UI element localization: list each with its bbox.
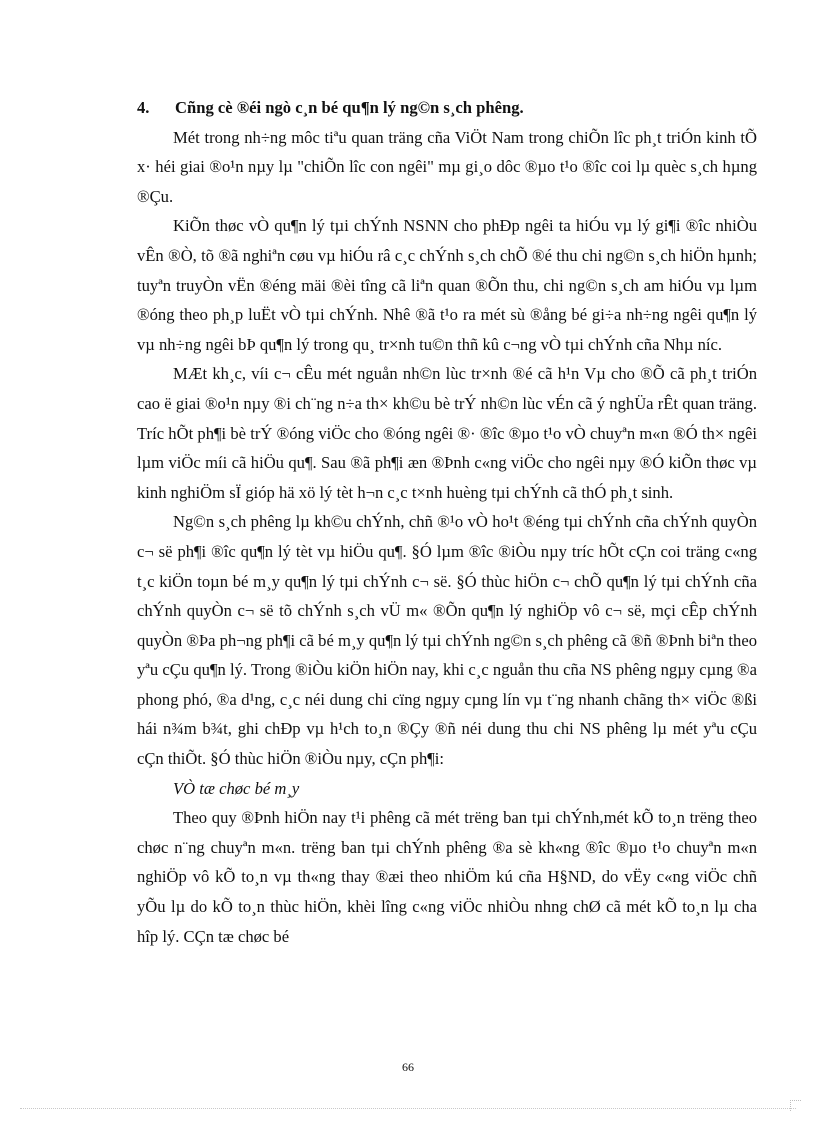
document-body	[137, 93, 757, 951]
page-number: 66	[402, 1060, 414, 1074]
paragraph-5: Theo quy ®Þnh hiÖn nay t¹i phêng cã mét trëng ban tµi chÝnh,mét kÕ to¸n trëng theo chøc n¨ng chuyªn m«n. trëng ban tµi chÝnh phêng ®a sè kh«ng ®îc ®µo t¹o chuyªn m«n nghiÖp vô kÕ to¸n vµ th«ng thay ®æi theo nhiÖm kú cña H§ND, do vËy c«ng viÖc chñ yÕu lµ do kÕ to¸n thùc hiÖn, khèi lîng c«ng viÖc nhiÒu nhng chØ cã mét kÕ to¸n lµ cha hîp lý. CÇn tæ chøc bé	[137, 808, 757, 946]
paragraph-4: Ng©n s¸ch phêng lµ kh©u chÝnh, chñ ®¹o vÒ ho¹t ®éng tµi chÝnh cña chÝnh quyÒn c¬ së ph¶i ®îc qu¶n lý tèt vµ hiÖu qu¶. §Ó lµm ®îc ®iÒu nµy tríc hÕt cÇn coi träng c«ng t¸c kiÖn toµn bé m¸y qu¶n lý tµi chÝnh c¬ së. §Ó thùc hiÖn c¬ chÕ qu¶n lý tµi chÝnh cña chÝnh quyÒn c¬ së tõ chÝnh s¸ch vÜ m« ®Õn qu¶n lý nghiÖp vô c¬ së, mçi cÊp chÝnh quyÒn ®Þa ph¬ng ph¶i cã bé m¸y qu¶n lý tµi chÝnh ng©n s¸ch phêng cã ®ñ ®Þnh biªn theo yªu cÇu qu¶n lý. Trong ®iÒu kiÖn hiÖn nay, khi c¸c nguån thu cña NS phêng ngµy cµng ®a phong phó, ®a d¹ng, c¸c néi dung chi cïng ngµy cµng lín vµ t¨ng nhanh chãng th× viÖc ®ßi hái n¾m b¾t, ghi chÐp vµ h¹ch to¸n ®Çy ®ñ néi dung thu chi NS phêng lµ mét yªu cÇu cÇn thiÕt. §Ó thùc hiÖn ®iÒu nµy, cÇn ph¶i:	[137, 512, 757, 769]
paragraph-3: MÆt kh¸c, víi c¬ cÊu mét nguån nh©n lùc tr×nh ®é cã h¹n Vµ cho ®Õ cã ph¸t triÓn cao ë giai ®o¹n nµy ®i ch¨ng n÷a th× kh©u bè trÝ nh©n lùc vÉn cã ý nghÜa rÊt quan träng. Tríc hÕt ph¶i bè trÝ ®óng viÖc cho ®óng ngêi ®· ®îc ®µo t¹o vÒ chuyªn m«n ®Ó th× ngêi lµm viÖc míi cã hiÖu qu¶. Sau ®ã ph¶i æn ®Þnh c«ng viÖc cho ngêi nµy ®Ó kiÕn thøc vµ kinh nghiÖm sÏ gióp hä xö lý tèt h¬n c¸c t×nh huèng tµi chÝnh cã thÓ ph¸t sinh.	[137, 364, 757, 502]
subheading: VÒ tæ chøc bé m¸y	[173, 778, 300, 798]
page-bottom-border	[20, 1108, 796, 1109]
section-heading	[137, 93, 757, 123]
paragraph-1: Mét trong nh÷ng môc tiªu quan träng cña ViÖt Nam trong chiÕn lîc ph¸t triÓn kinh tÕ x· héi giai ®o¹n nµy lµ "chiÕn lîc con ngêi" mµ gi¸o dôc ®µo t¹o ®îc coi lµ quèc s¸ch hµng ®Çu.	[137, 127, 757, 206]
page-corner-mark	[790, 1100, 801, 1111]
section-number: 4.	[137, 98, 150, 117]
paragraph-2: KiÕn thøc vÒ qu¶n lý tµi chÝnh NSNN cho phÐp ngêi ta hiÓu vµ lý gi¶i ®îc nhiÒu vÊn ®Ò, tõ ®ã nghiªn cøu vµ hiÓu râ c¸c chÝnh s¸ch chÕ ®é thu chi ng©n s¸ch hiÖn hµnh; tuyªn truyÒn vËn ®éng mäi ®èi tîng cã liªn quan ®Õn thu, chi ng©n s¸ch am hiÓu vµ lµm ®óng theo ph¸p luËt vÒ tµi chÝnh. Nhê ®ã t¹o ra mét sù ®ång bé gi÷a nh÷ng ngêi qu¶n lý vµ nh÷ng ngêi bÞ qu¶n lý trong qu¸ tr×nh tu©n thñ kû c¬ng vÒ tµi chÝnh cña Nhµ níc.	[137, 216, 757, 354]
section-title: Cñng cè ®éi ngò c¸n bé qu¶n lý ng©n s¸ch phêng.	[175, 98, 524, 117]
